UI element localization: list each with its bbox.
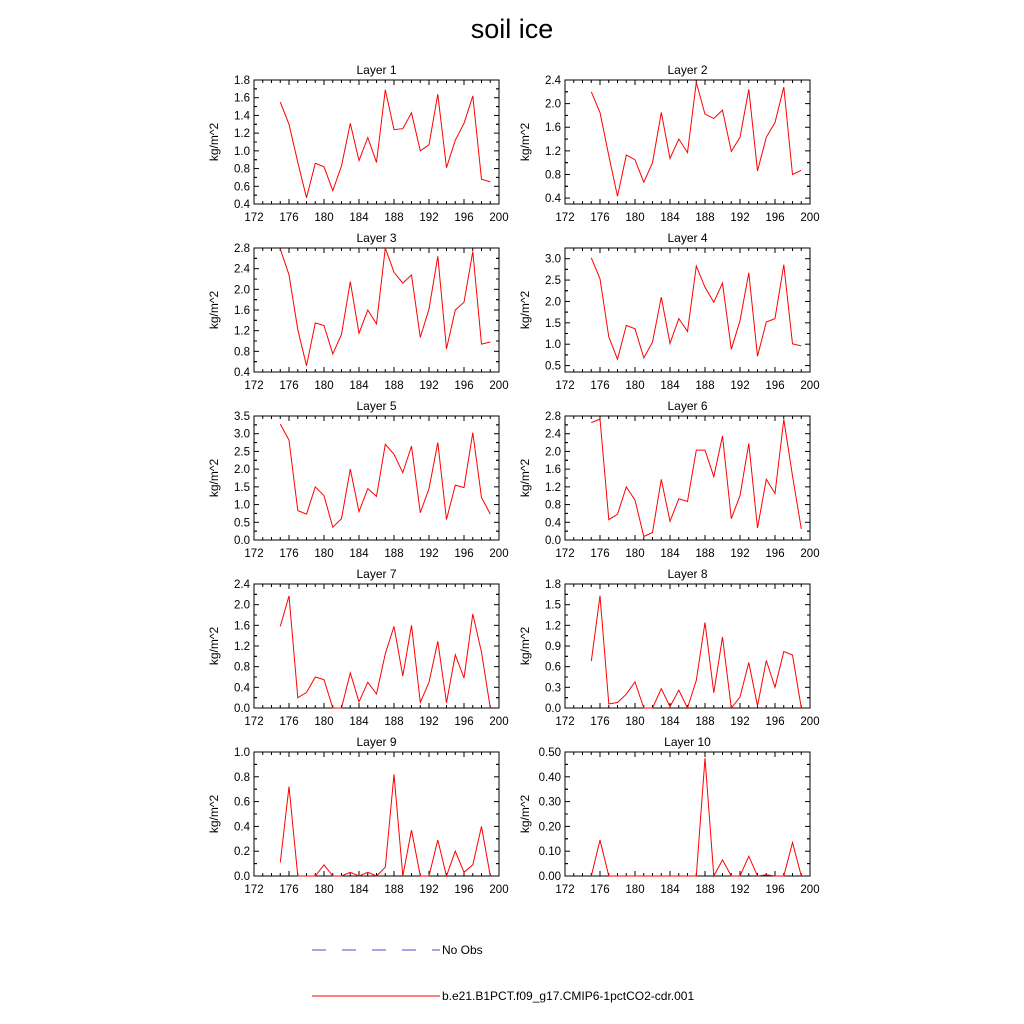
y-axis-label: kg/m^2 (207, 290, 221, 330)
y-tick-label: 1.5 (234, 481, 250, 494)
x-tick-label: 192 (730, 212, 750, 224)
y-axis-label: kg/m^2 (518, 626, 532, 666)
x-tick-label: 176 (279, 212, 299, 224)
legend-label: No Obs (442, 943, 483, 957)
y-tick-label: 0.8 (234, 163, 250, 176)
series-line (591, 258, 801, 359)
y-tick-label: 2.5 (545, 275, 561, 288)
y-tick-label: 0.4 (234, 199, 250, 211)
x-tick-label: 200 (800, 380, 820, 392)
x-tick-label: 180 (625, 212, 645, 224)
x-tick-label: 188 (695, 212, 715, 224)
x-tick-label: 192 (730, 716, 750, 728)
x-tick-label: 172 (244, 884, 264, 896)
y-tick-label: 1.2 (545, 481, 561, 494)
y-axis-label: kg/m^2 (518, 458, 532, 498)
y-tick-label: 1.6 (234, 305, 250, 317)
y-tick-label: 1.0 (545, 339, 561, 352)
panel-title: Layer 7 (356, 567, 397, 581)
x-tick-label: 172 (555, 380, 575, 392)
y-tick-label: 0.0 (234, 871, 250, 883)
plot-frame (565, 248, 810, 372)
x-tick-label: 196 (454, 548, 474, 560)
x-tick-label: 188 (384, 380, 404, 392)
x-tick-label: 184 (660, 884, 680, 896)
y-tick-label: 0.4 (234, 682, 250, 695)
panel-title: Layer 2 (667, 63, 708, 77)
y-tick-label: 3.0 (545, 253, 561, 266)
x-tick-label: 184 (349, 212, 369, 224)
x-tick-label: 196 (765, 380, 785, 392)
x-tick-label: 180 (314, 212, 334, 224)
y-tick-label: 1.0 (234, 747, 250, 759)
x-tick-label: 188 (384, 716, 404, 728)
x-tick-label: 192 (419, 380, 439, 392)
y-tick-label: 0.50 (538, 747, 561, 759)
x-tick-label: 184 (349, 548, 369, 560)
y-axis-label: kg/m^2 (518, 794, 532, 834)
y-axis-label: kg/m^2 (518, 122, 532, 162)
panel-title: Layer 6 (667, 399, 708, 413)
x-tick-label: 172 (555, 212, 575, 224)
y-tick-label: 2.8 (545, 411, 561, 423)
series-line (280, 90, 490, 198)
x-tick-label: 180 (625, 380, 645, 392)
x-tick-label: 184 (349, 884, 369, 896)
y-tick-label: 1.4 (234, 110, 250, 123)
x-tick-label: 184 (660, 212, 680, 224)
y-tick-label: 2.0 (234, 464, 250, 477)
x-tick-label: 184 (349, 716, 369, 728)
y-tick-label: 0.2 (234, 846, 250, 859)
y-tick-label: 0.6 (545, 661, 561, 674)
series-line (280, 424, 490, 527)
x-tick-label: 180 (625, 884, 645, 896)
y-tick-label: 2.0 (545, 296, 561, 309)
panel-3 (207, 231, 509, 392)
x-tick-label: 200 (800, 548, 820, 560)
y-axis-label: kg/m^2 (207, 458, 221, 498)
y-tick-label: 0.8 (234, 661, 250, 674)
y-tick-label: 2.0 (234, 599, 250, 612)
y-tick-label: 0.10 (538, 846, 561, 859)
y-tick-label: 0.5 (545, 360, 561, 373)
x-tick-label: 200 (800, 716, 820, 728)
y-tick-label: 0.8 (234, 771, 250, 784)
x-tick-label: 176 (590, 212, 610, 224)
y-tick-label: 2.0 (545, 98, 561, 111)
x-tick-label: 176 (590, 380, 610, 392)
legend (312, 943, 694, 1003)
x-tick-label: 200 (800, 212, 820, 224)
x-tick-label: 192 (419, 884, 439, 896)
plot-frame (565, 584, 810, 708)
series-line (280, 596, 490, 708)
y-tick-label: 0.6 (234, 181, 250, 194)
y-tick-label: 0.00 (538, 871, 561, 883)
y-tick-label: 0.8 (234, 346, 250, 359)
x-tick-label: 188 (695, 380, 715, 392)
plot-frame (565, 752, 810, 876)
x-tick-label: 176 (590, 716, 610, 728)
y-tick-label: 1.2 (545, 145, 561, 158)
x-tick-label: 172 (244, 716, 264, 728)
panel-7 (207, 567, 509, 728)
y-tick-label: 0.0 (545, 535, 561, 547)
x-tick-label: 192 (730, 548, 750, 560)
y-tick-label: 2.0 (234, 284, 250, 297)
x-tick-label: 188 (384, 212, 404, 224)
x-tick-label: 192 (419, 212, 439, 224)
y-tick-label: 3.5 (234, 411, 250, 423)
y-axis-label: kg/m^2 (207, 794, 221, 834)
y-tick-label: 2.8 (234, 243, 250, 255)
x-tick-label: 196 (454, 884, 474, 896)
x-tick-label: 200 (489, 884, 509, 896)
y-tick-label: 1.6 (545, 122, 561, 135)
x-tick-label: 180 (625, 716, 645, 728)
x-tick-label: 188 (695, 548, 715, 560)
y-tick-label: 2.4 (234, 579, 250, 591)
y-axis-label: kg/m^2 (207, 122, 221, 162)
plot-frame (254, 416, 499, 540)
x-tick-label: 200 (489, 380, 509, 392)
plot-frame (254, 584, 499, 708)
x-tick-label: 176 (279, 716, 299, 728)
panel-9 (207, 735, 509, 896)
x-tick-label: 176 (279, 380, 299, 392)
y-tick-label: 0.30 (538, 796, 561, 809)
x-tick-label: 184 (660, 716, 680, 728)
x-tick-label: 188 (695, 884, 715, 896)
panel-title: Layer 9 (356, 735, 397, 749)
y-tick-label: 0.3 (545, 682, 561, 695)
legend-label: b.e21.B1PCT.f09_g17.CMIP6-1pctCO2-cdr.001 (442, 989, 695, 1003)
x-tick-label: 184 (660, 548, 680, 560)
panel-8 (518, 567, 820, 728)
x-tick-label: 184 (349, 380, 369, 392)
series-line (280, 248, 490, 366)
plot-frame (254, 248, 499, 372)
x-tick-label: 172 (244, 380, 264, 392)
x-tick-label: 196 (765, 716, 785, 728)
x-tick-label: 176 (279, 548, 299, 560)
y-tick-label: 1.2 (234, 325, 250, 338)
y-tick-label: 0.4 (545, 193, 561, 206)
panel-title: Layer 3 (356, 231, 397, 245)
panel-10 (518, 735, 820, 896)
x-tick-label: 196 (765, 212, 785, 224)
y-tick-label: 1.2 (234, 641, 250, 653)
panel-title: Layer 4 (667, 231, 708, 245)
x-tick-label: 184 (660, 380, 680, 392)
series-line (591, 419, 801, 536)
x-tick-label: 176 (279, 884, 299, 896)
y-axis-label: kg/m^2 (518, 290, 532, 330)
y-tick-label: 1.2 (234, 128, 250, 141)
x-tick-label: 192 (730, 884, 750, 896)
panel-1 (207, 63, 509, 224)
x-tick-label: 180 (314, 884, 334, 896)
y-tick-label: 0.40 (538, 771, 561, 784)
x-tick-label: 188 (384, 548, 404, 560)
y-tick-label: 0.8 (545, 499, 561, 512)
x-tick-label: 200 (489, 716, 509, 728)
y-tick-label: 1.2 (545, 620, 561, 633)
x-tick-label: 200 (489, 548, 509, 560)
y-axis-label: kg/m^2 (207, 626, 221, 666)
y-tick-label: 0.0 (545, 703, 561, 715)
y-tick-label: 0.0 (234, 703, 250, 715)
y-tick-label: 1.6 (545, 464, 561, 477)
figure-title: soil ice (470, 14, 554, 44)
panel-title: Layer 5 (356, 399, 397, 413)
y-tick-label: 1.5 (545, 317, 561, 330)
x-tick-label: 180 (314, 548, 334, 560)
y-tick-label: 2.5 (234, 446, 250, 459)
x-tick-label: 188 (695, 716, 715, 728)
plot-frame (254, 80, 499, 204)
panel-6 (518, 399, 820, 560)
y-tick-label: 0.5 (234, 517, 250, 530)
x-tick-label: 196 (454, 212, 474, 224)
y-tick-label: 3.0 (234, 428, 250, 441)
y-tick-label: 0.4 (545, 517, 561, 530)
panel-2 (518, 63, 820, 224)
x-tick-label: 196 (765, 548, 785, 560)
y-tick-label: 1.0 (234, 145, 250, 158)
y-tick-label: 0.20 (538, 821, 561, 834)
x-tick-label: 180 (625, 548, 645, 560)
x-tick-label: 172 (244, 212, 264, 224)
x-tick-label: 192 (419, 548, 439, 560)
y-tick-label: 2.0 (545, 446, 561, 459)
x-tick-label: 176 (590, 548, 610, 560)
x-tick-label: 172 (555, 548, 575, 560)
panel-title: Layer 1 (356, 63, 397, 77)
y-tick-label: 2.4 (545, 75, 561, 87)
x-tick-label: 192 (419, 716, 439, 728)
y-tick-label: 0.0 (234, 535, 250, 547)
y-tick-label: 1.0 (234, 499, 250, 512)
plot-frame (565, 80, 810, 204)
x-tick-label: 172 (555, 884, 575, 896)
x-tick-label: 176 (590, 884, 610, 896)
x-tick-label: 196 (765, 884, 785, 896)
y-tick-label: 0.9 (545, 641, 561, 653)
y-tick-label: 0.4 (234, 367, 250, 379)
x-tick-label: 196 (454, 380, 474, 392)
x-tick-label: 192 (730, 380, 750, 392)
y-tick-label: 0.6 (234, 796, 250, 809)
y-tick-label: 1.8 (545, 579, 561, 591)
panel-5 (207, 399, 509, 560)
y-tick-label: 2.4 (545, 428, 561, 441)
series-line (280, 774, 490, 876)
y-tick-label: 2.4 (234, 263, 250, 276)
y-tick-label: 0.8 (545, 169, 561, 182)
y-tick-label: 1.6 (234, 92, 250, 105)
panel-title: Layer 10 (664, 735, 711, 749)
series-line (591, 596, 801, 708)
x-tick-label: 196 (454, 716, 474, 728)
y-tick-label: 1.6 (234, 620, 250, 633)
y-tick-label: 1.5 (545, 599, 561, 612)
x-tick-label: 180 (314, 716, 334, 728)
x-tick-label: 172 (244, 548, 264, 560)
x-tick-label: 188 (384, 884, 404, 896)
x-tick-label: 200 (489, 212, 509, 224)
y-tick-label: 1.8 (234, 75, 250, 87)
x-tick-label: 200 (800, 884, 820, 896)
panel-4 (518, 231, 820, 392)
x-tick-label: 180 (314, 380, 334, 392)
y-tick-label: 0.4 (234, 821, 250, 834)
series-line (591, 758, 801, 876)
x-tick-label: 172 (555, 716, 575, 728)
series-line (591, 82, 801, 196)
panel-title: Layer 8 (667, 567, 708, 581)
plot-frame (254, 752, 499, 876)
